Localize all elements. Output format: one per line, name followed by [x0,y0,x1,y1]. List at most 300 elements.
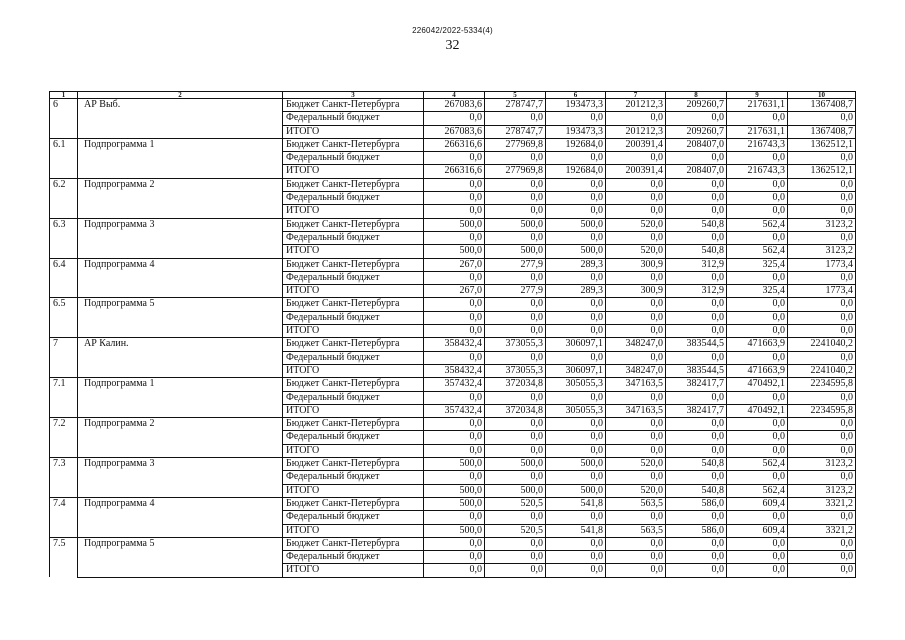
amount-cell: 208407,0 [666,138,727,151]
funding-source: ИТОГО [283,125,424,138]
amount-cell: 348247,0 [606,338,666,351]
amount-cell: 0,0 [485,564,546,577]
amount-cell: 0,0 [727,271,788,284]
amount-cell: 0,0 [424,192,485,205]
funding-source: ИТОГО [283,245,424,258]
amount-cell: 0,0 [788,444,856,457]
amount-cell: 0,0 [546,205,606,218]
amount-cell: 0,0 [485,152,546,165]
amount-cell: 0,0 [666,551,727,564]
amount-cell: 0,0 [424,391,485,404]
funding-source: Федеральный бюджет [283,431,424,444]
amount-cell: 0,0 [606,325,666,338]
amount-cell: 0,0 [788,471,856,484]
amount-cell: 193473,3 [546,125,606,138]
amount-cell: 0,0 [666,271,727,284]
funding-source: Бюджет Санкт-Петербурга [283,378,424,391]
amount-cell: 0,0 [788,112,856,125]
amount-cell: 520,5 [485,497,546,510]
amount-cell: 0,0 [666,537,727,550]
amount-cell: 201212,3 [606,125,666,138]
amount-cell: 267,0 [424,258,485,271]
amount-cell: 520,0 [606,458,666,471]
amount-cell: 540,8 [666,458,727,471]
amount-cell: 0,0 [727,192,788,205]
amount-cell: 0,0 [424,178,485,191]
table-row [50,338,856,351]
amount-cell: 300,9 [606,258,666,271]
amount-cell: 586,0 [666,497,727,510]
amount-cell: 0,0 [485,311,546,324]
amount-cell: 0,0 [606,564,666,577]
amount-cell: 0,0 [606,431,666,444]
amount-cell: 306097,1 [546,364,606,377]
amount-cell: 0,0 [606,271,666,284]
amount-cell: 470492,1 [727,378,788,391]
program-name: Подпрограмма 2 [78,418,283,458]
amount-cell: 0,0 [485,231,546,244]
amount-cell: 0,0 [485,112,546,125]
amount-cell: 609,4 [727,497,788,510]
table-row [50,218,856,231]
amount-cell: 3123,2 [788,245,856,258]
program-name: АР Калин. [78,338,283,378]
column-header: 2 [78,92,283,99]
amount-cell: 0,0 [666,391,727,404]
amount-cell: 312,9 [666,258,727,271]
amount-cell: 2241040,2 [788,338,856,351]
amount-cell: 0,0 [606,152,666,165]
amount-cell: 277,9 [485,258,546,271]
amount-cell: 2234595,8 [788,404,856,417]
amount-cell: 0,0 [424,271,485,284]
amount-cell: 500,0 [424,484,485,497]
amount-cell: 357432,4 [424,378,485,391]
amount-cell: 278747,7 [485,99,546,112]
amount-cell: 0,0 [788,231,856,244]
amount-cell: 0,0 [424,537,485,550]
column-header: 4 [424,92,485,99]
amount-cell: 520,0 [606,245,666,258]
program-name: Подпрограмма 1 [78,378,283,418]
amount-cell: 520,5 [485,524,546,537]
amount-cell: 586,0 [666,524,727,537]
column-header: 5 [485,92,546,99]
amount-cell: 520,0 [606,218,666,231]
amount-cell: 2234595,8 [788,378,856,391]
amount-cell: 217631,1 [727,125,788,138]
amount-cell: 267083,6 [424,99,485,112]
table-row [50,178,856,191]
amount-cell: 500,0 [546,245,606,258]
table-row [50,258,856,271]
amount-cell: 0,0 [666,311,727,324]
amount-cell: 0,0 [485,537,546,550]
amount-cell: 325,4 [727,258,788,271]
amount-cell: 193473,3 [546,99,606,112]
table-row [50,458,856,471]
amount-cell: 0,0 [727,431,788,444]
amount-cell: 0,0 [788,351,856,364]
table-row [50,378,856,391]
funding-source: ИТОГО [283,564,424,577]
amount-cell: 3123,2 [788,458,856,471]
amount-cell: 0,0 [485,178,546,191]
amount-cell: 0,0 [424,298,485,311]
row-number: 7.3 [50,458,78,498]
amount-cell: 0,0 [727,418,788,431]
amount-cell: 0,0 [485,471,546,484]
amount-cell: 0,0 [606,551,666,564]
amount-cell: 500,0 [485,218,546,231]
table-row [50,138,856,151]
funding-source: Федеральный бюджет [283,231,424,244]
amount-cell: 267,0 [424,285,485,298]
amount-cell: 0,0 [788,418,856,431]
amount-cell: 0,0 [546,471,606,484]
amount-cell: 0,0 [424,152,485,165]
program-name: Подпрограмма 5 [78,537,283,577]
amount-cell: 0,0 [727,471,788,484]
funding-source: Федеральный бюджет [283,351,424,364]
amount-cell: 0,0 [606,351,666,364]
amount-cell: 200391,4 [606,165,666,178]
column-header: 8 [666,92,727,99]
amount-cell: 0,0 [546,231,606,244]
amount-cell: 0,0 [606,418,666,431]
amount-cell: 1367408,7 [788,125,856,138]
amount-cell: 0,0 [606,231,666,244]
amount-cell: 0,0 [424,551,485,564]
amount-cell: 0,0 [546,271,606,284]
row-number: 7.2 [50,418,78,458]
amount-cell: 500,0 [485,245,546,258]
amount-cell: 201212,3 [606,99,666,112]
amount-cell: 0,0 [606,391,666,404]
amount-cell: 0,0 [546,551,606,564]
amount-cell: 200391,4 [606,138,666,151]
amount-cell: 541,8 [546,524,606,537]
row-number: 6.2 [50,178,78,218]
amount-cell: 0,0 [546,444,606,457]
amount-cell: 216743,3 [727,138,788,151]
amount-cell: 277969,8 [485,138,546,151]
document-id: 226042/2022-5334(4) [412,26,493,35]
amount-cell: 0,0 [666,298,727,311]
page-number: 32 [445,38,460,53]
amount-cell: 0,0 [546,325,606,338]
amount-cell: 0,0 [546,311,606,324]
amount-cell: 0,0 [546,418,606,431]
amount-cell: 471663,9 [727,364,788,377]
funding-source: Федеральный бюджет [283,192,424,205]
funding-source: Бюджет Санкт-Петербурга [283,218,424,231]
amount-cell: 0,0 [606,192,666,205]
amount-cell: 0,0 [424,112,485,125]
amount-cell: 0,0 [788,298,856,311]
amount-cell: 0,0 [788,192,856,205]
amount-cell: 0,0 [788,152,856,165]
amount-cell: 0,0 [424,205,485,218]
amount-cell: 0,0 [546,192,606,205]
amount-cell: 209260,7 [666,125,727,138]
amount-cell: 0,0 [485,298,546,311]
amount-cell: 0,0 [424,444,485,457]
amount-cell: 500,0 [424,218,485,231]
amount-cell: 0,0 [424,471,485,484]
amount-cell: 266316,6 [424,165,485,178]
amount-cell: 0,0 [666,192,727,205]
amount-cell: 0,0 [788,325,856,338]
amount-cell: 562,4 [727,245,788,258]
amount-cell: 192684,0 [546,165,606,178]
amount-cell: 0,0 [424,325,485,338]
amount-cell: 0,0 [666,178,727,191]
amount-cell: 0,0 [727,298,788,311]
program-name: Подпрограмма 4 [78,497,283,537]
program-name: Подпрограмма 5 [78,298,283,338]
amount-cell: 0,0 [546,431,606,444]
amount-cell: 0,0 [546,511,606,524]
amount-cell: 0,0 [546,112,606,125]
amount-cell: 0,0 [485,351,546,364]
amount-cell: 0,0 [485,418,546,431]
amount-cell: 347163,5 [606,378,666,391]
amount-cell: 267083,6 [424,125,485,138]
amount-cell: 0,0 [727,311,788,324]
amount-cell: 0,0 [485,431,546,444]
amount-cell: 0,0 [788,537,856,550]
amount-cell: 500,0 [546,484,606,497]
column-header: 7 [606,92,666,99]
amount-cell: 0,0 [727,391,788,404]
amount-cell: 0,0 [727,152,788,165]
amount-cell: 0,0 [727,537,788,550]
row-number: 7 [50,338,78,378]
amount-cell: 305055,3 [546,404,606,417]
amount-cell: 0,0 [485,444,546,457]
column-header: 9 [727,92,788,99]
amount-cell: 0,0 [424,431,485,444]
amount-cell: 3321,2 [788,524,856,537]
amount-cell: 500,0 [485,484,546,497]
amount-cell: 373055,3 [485,338,546,351]
amount-cell: 208407,0 [666,165,727,178]
amount-cell: 0,0 [788,431,856,444]
amount-cell: 192684,0 [546,138,606,151]
amount-cell: 0,0 [727,178,788,191]
amount-cell: 382417,7 [666,378,727,391]
amount-cell: 1362512,1 [788,138,856,151]
amount-cell: 0,0 [485,551,546,564]
amount-cell: 289,3 [546,258,606,271]
program-name: Подпрограмма 4 [78,258,283,298]
amount-cell: 0,0 [727,564,788,577]
amount-cell: 347163,5 [606,404,666,417]
amount-cell: 0,0 [788,564,856,577]
funding-source: Федеральный бюджет [283,271,424,284]
amount-cell: 277969,8 [485,165,546,178]
program-name: Подпрограмма 3 [78,218,283,258]
row-number: 6 [50,99,78,139]
column-number-row [50,92,856,99]
amount-cell: 1367408,7 [788,99,856,112]
amount-cell: 0,0 [606,311,666,324]
amount-cell: 0,0 [485,325,546,338]
amount-cell: 0,0 [424,418,485,431]
amount-cell: 0,0 [424,511,485,524]
amount-cell: 3123,2 [788,218,856,231]
amount-cell: 0,0 [727,231,788,244]
amount-cell: 0,0 [666,444,727,457]
amount-cell: 216743,3 [727,165,788,178]
row-number: 6.1 [50,138,78,178]
amount-cell: 383544,5 [666,338,727,351]
amount-cell: 0,0 [788,511,856,524]
amount-cell: 306097,1 [546,338,606,351]
amount-cell: 2241040,2 [788,364,856,377]
row-number: 6.5 [50,298,78,338]
funding-source: ИТОГО [283,524,424,537]
funding-source: Федеральный бюджет [283,551,424,564]
funding-source: Федеральный бюджет [283,112,424,125]
amount-cell: 0,0 [424,311,485,324]
amount-cell: 3321,2 [788,497,856,510]
amount-cell: 470492,1 [727,404,788,417]
amount-cell: 0,0 [727,511,788,524]
amount-cell: 0,0 [546,537,606,550]
amount-cell: 0,0 [666,431,727,444]
amount-cell: 0,0 [727,444,788,457]
amount-cell: 0,0 [424,564,485,577]
amount-cell: 540,8 [666,484,727,497]
amount-cell: 0,0 [788,311,856,324]
amount-cell: 373055,3 [485,364,546,377]
amount-cell: 500,0 [546,458,606,471]
amount-cell: 500,0 [424,245,485,258]
funding-source: ИТОГО [283,484,424,497]
funding-source: Бюджет Санкт-Петербурга [283,138,424,151]
funding-source: Бюджет Санкт-Петербурга [283,298,424,311]
amount-cell: 520,0 [606,484,666,497]
amount-cell: 358432,4 [424,364,485,377]
amount-cell: 0,0 [485,511,546,524]
amount-cell: 0,0 [606,178,666,191]
amount-cell: 500,0 [485,458,546,471]
amount-cell: 372034,8 [485,378,546,391]
funding-source: Бюджет Санкт-Петербурга [283,458,424,471]
amount-cell: 0,0 [666,152,727,165]
amount-cell: 0,0 [485,391,546,404]
amount-cell: 305055,3 [546,378,606,391]
funding-source: Бюджет Санкт-Петербурга [283,178,424,191]
table-body [50,99,856,578]
amount-cell: 1773,4 [788,285,856,298]
amount-cell: 540,8 [666,245,727,258]
amount-cell: 0,0 [666,471,727,484]
amount-cell: 0,0 [788,391,856,404]
amount-cell: 0,0 [606,537,666,550]
column-header: 6 [546,92,606,99]
amount-cell: 500,0 [424,497,485,510]
amount-cell: 0,0 [727,205,788,218]
amount-cell: 3123,2 [788,484,856,497]
funding-source: ИТОГО [283,404,424,417]
table-row [50,99,856,112]
amount-cell: 0,0 [666,511,727,524]
row-number: 6.4 [50,258,78,298]
amount-cell: 0,0 [788,178,856,191]
amount-cell: 0,0 [666,205,727,218]
amount-cell: 0,0 [666,564,727,577]
row-number: 7.1 [50,378,78,418]
funding-source: Федеральный бюджет [283,311,424,324]
column-header: 1 [50,92,78,99]
funding-source: ИТОГО [283,205,424,218]
amount-cell: 312,9 [666,285,727,298]
amount-cell: 609,4 [727,524,788,537]
amount-cell: 357432,4 [424,404,485,417]
amount-cell: 471663,9 [727,338,788,351]
amount-cell: 500,0 [546,218,606,231]
amount-cell: 0,0 [424,231,485,244]
amount-cell: 382417,7 [666,404,727,417]
funding-source: Федеральный бюджет [283,471,424,484]
amount-cell: 383544,5 [666,364,727,377]
funding-source: Бюджет Санкт-Петербурга [283,258,424,271]
program-name: Подпрограмма 1 [78,138,283,178]
amount-cell: 0,0 [606,298,666,311]
amount-cell: 209260,7 [666,99,727,112]
amount-cell: 0,0 [485,192,546,205]
amount-cell: 0,0 [727,351,788,364]
funding-source: Бюджет Санкт-Петербурга [283,338,424,351]
amount-cell: 562,4 [727,484,788,497]
table-row [50,418,856,431]
funding-source: Бюджет Санкт-Петербурга [283,497,424,510]
column-header: 10 [788,92,856,99]
amount-cell: 0,0 [606,471,666,484]
amount-cell: 0,0 [546,564,606,577]
amount-cell: 563,5 [606,524,666,537]
amount-cell: 0,0 [788,551,856,564]
amount-cell: 0,0 [727,325,788,338]
amount-cell: 500,0 [424,458,485,471]
amount-cell: 0,0 [727,551,788,564]
amount-cell: 562,4 [727,458,788,471]
funding-source: ИТОГО [283,444,424,457]
amount-cell: 266316,6 [424,138,485,151]
amount-cell: 0,0 [666,418,727,431]
amount-cell: 562,4 [727,218,788,231]
amount-cell: 0,0 [546,298,606,311]
budget-table [49,91,856,578]
table-row [50,497,856,510]
funding-source: Федеральный бюджет [283,511,424,524]
amount-cell: 1773,4 [788,258,856,271]
funding-source: ИТОГО [283,165,424,178]
amount-cell: 500,0 [424,524,485,537]
amount-cell: 0,0 [666,231,727,244]
funding-source: Федеральный бюджет [283,152,424,165]
table-row [50,537,856,550]
amount-cell: 278747,7 [485,125,546,138]
funding-source: Федеральный бюджет [283,391,424,404]
funding-source: Бюджет Санкт-Петербурга [283,537,424,550]
amount-cell: 372034,8 [485,404,546,417]
row-number: 6.3 [50,218,78,258]
table-row [50,298,856,311]
